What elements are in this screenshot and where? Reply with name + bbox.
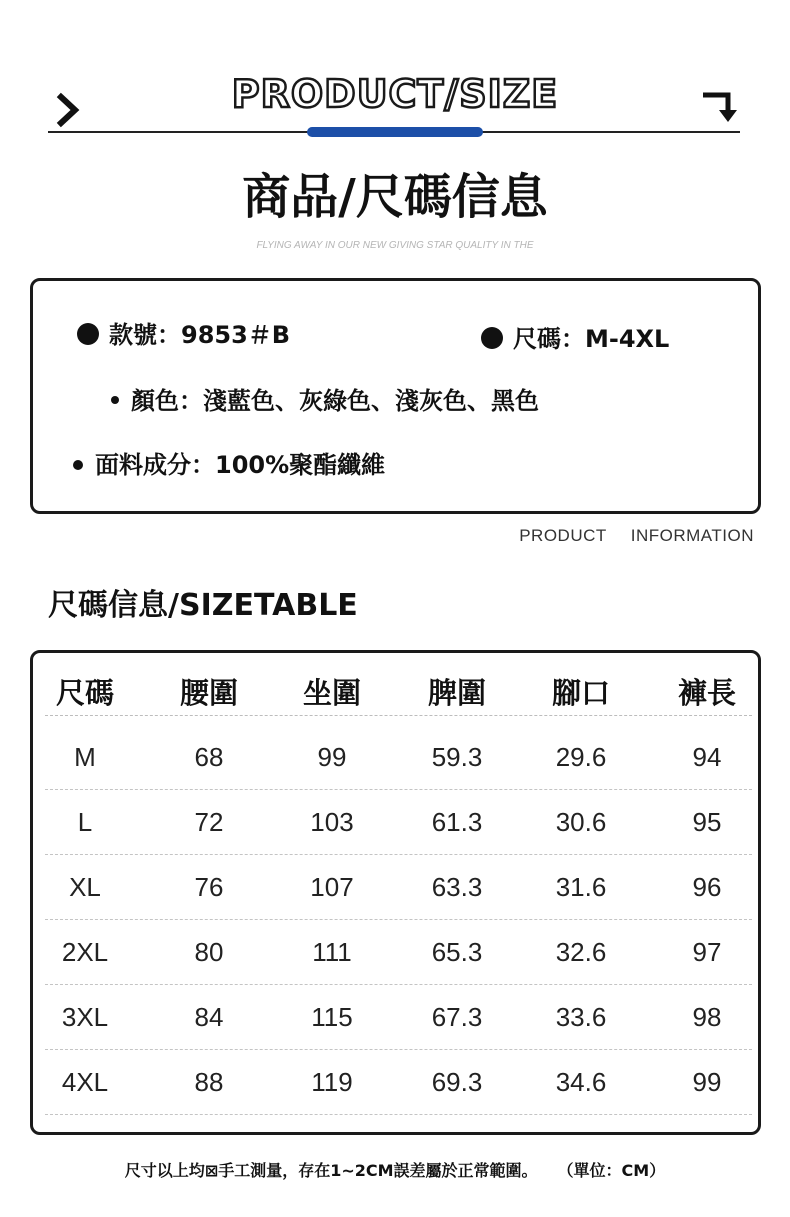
table-header-row (33, 665, 758, 715)
cell-length: 97 (692, 937, 722, 967)
cell-waist: 80 (194, 937, 224, 967)
cell-leg-opening: 31.6 (555, 872, 607, 902)
bullet-icon (77, 323, 99, 345)
turn-down-arrow-icon (698, 86, 742, 126)
cell-leg-opening: 33.6 (555, 1002, 607, 1032)
header-thigh: 脾圍 (427, 676, 486, 710)
cell-waist: 84 (194, 1002, 224, 1032)
cell-length: 99 (692, 1067, 722, 1097)
info-size-range: 尺碼：M-4XL (481, 319, 669, 354)
cell-size: 3XL (61, 1002, 109, 1032)
cell-waist: 88 (194, 1067, 224, 1097)
cell-thigh: 59.3 (431, 742, 483, 772)
cell-thigh: 67.3 (431, 1002, 483, 1032)
product-info-box (30, 278, 761, 514)
table-row (33, 790, 758, 855)
footnote-unit: （單位：CM） (565, 1161, 666, 1180)
row-divider (45, 1114, 752, 1115)
cell-size: 2XL (61, 937, 109, 967)
table-row (33, 855, 758, 920)
cell-length: 96 (692, 872, 722, 902)
bullet-icon (73, 460, 83, 470)
cell-size: L (77, 807, 93, 837)
cell-leg-opening: 30.6 (555, 807, 607, 837)
measurement-footnote (0, 1158, 790, 1181)
cell-thigh: 61.3 (431, 807, 483, 837)
tagline: FLYING AWAY IN OUR NEW GIVING STAR QUALITY IN THE (256, 240, 534, 251)
cell-hip: 107 (310, 872, 354, 902)
table-row (33, 1050, 758, 1115)
cell-waist: 68 (194, 742, 224, 772)
cell-leg-opening: 34.6 (555, 1067, 607, 1097)
cell-hip: 103 (310, 807, 354, 837)
cell-hip: 111 (312, 937, 352, 967)
cell-size: M (74, 742, 96, 772)
header-hip: 坐圍 (302, 676, 361, 710)
cell-thigh: 63.3 (431, 872, 483, 902)
bullet-icon (481, 327, 503, 349)
cell-hip: 99 (317, 742, 347, 772)
cell-leg-opening: 32.6 (555, 937, 607, 967)
footnote-text: 尺寸以上均⊠手工測量，存在1~2CM誤差屬於正常範圍。 (124, 1161, 538, 1180)
size-table (30, 650, 761, 1135)
size-table-title: 尺碼信息/SIZETABLE (48, 588, 358, 623)
cell-thigh: 65.3 (431, 937, 483, 967)
cell-size: 4XL (61, 1067, 109, 1097)
table-row (33, 725, 758, 790)
cell-length: 98 (692, 1002, 722, 1032)
header-waist: 腰圍 (179, 676, 238, 710)
page-title-chinese: 商品/尺碼信息 (242, 169, 548, 225)
header-length: 褲長 (677, 676, 736, 710)
page-title-english: PRODUCT/SIZE (231, 72, 559, 116)
header-leg-opening: 腳口 (551, 676, 610, 710)
bullet-icon (111, 396, 119, 404)
info-fabric: 面料成分：100%聚酯纖維 (73, 445, 385, 480)
table-row (33, 985, 758, 1050)
cell-waist: 72 (194, 807, 224, 837)
cell-waist: 76 (194, 872, 224, 902)
info-style-number: 款號：9853＃B (77, 315, 290, 350)
accent-bar (307, 127, 483, 137)
product-information-caption: PRODUCT INFORMATION (519, 526, 754, 545)
cell-hip: 115 (311, 1002, 353, 1032)
table-row (33, 920, 758, 985)
header-size: 尺碼 (55, 676, 114, 710)
cell-thigh: 69.3 (431, 1067, 483, 1097)
cell-length: 94 (692, 742, 722, 772)
cell-size: XL (69, 872, 101, 902)
cell-length: 95 (692, 807, 722, 837)
info-colors: 顏色：淺藍色、灰綠色、淺灰色、黑色 (111, 381, 539, 416)
cell-hip: 119 (311, 1067, 353, 1097)
header-divider (45, 715, 752, 716)
cell-leg-opening: 29.6 (555, 742, 607, 772)
